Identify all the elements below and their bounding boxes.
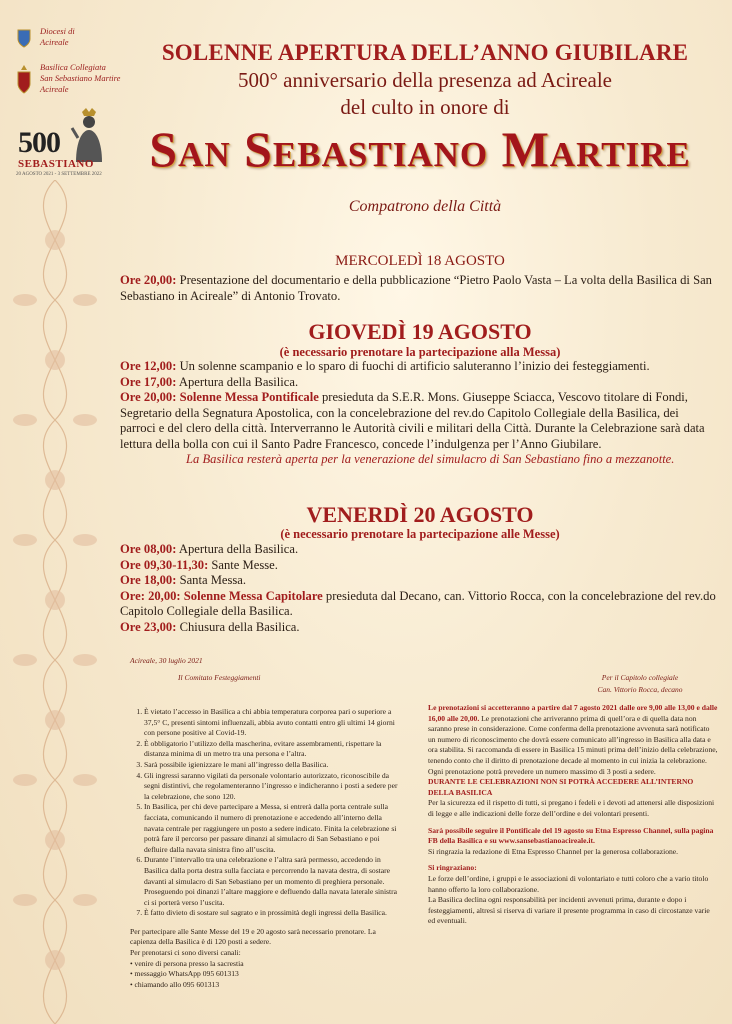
diocese-crest-icon: [16, 28, 32, 48]
chapter-signature-name: Can. Vittorio Rocca, decano: [597, 685, 683, 694]
basilica-crest-icon: [16, 64, 32, 94]
program-line: [120, 542, 716, 558]
program-time: Ore 23,00:: [120, 619, 177, 634]
program-line: [120, 573, 716, 589]
day-booking-note: (è necessario prenotare la partecipazione alla Messa): [279, 345, 561, 359]
basilica-line3: Acireale: [40, 84, 69, 94]
program-line: [120, 375, 716, 391]
jubilee-name: SEBASTIANO: [18, 158, 94, 170]
title-line1: SOLENNE APERTURA DELL’ANNO GIUBILARE: [161, 40, 689, 65]
program-text: Un solenne scampanio e lo sparo di fuochi di artificio saluteranno l’inizio dei festeggiamenti.: [176, 359, 650, 373]
diocesi-logo: [16, 26, 126, 48]
booking-rules: [428, 703, 718, 777]
program-text: Sante Messe.: [208, 557, 278, 572]
program-text: Chiusura della Basilica.: [176, 619, 300, 634]
committee-signature: Il Comitato Festeggiamenti: [178, 673, 261, 682]
streaming-thanks: Si ringrazia la redazione di Etna Espresso Channel per la generosa collaborazione.: [428, 846, 679, 856]
rule-item: 6. Durante l’intervallo tra una celebrazione e l’altra sarà permesso, accedendo in Basilica dalla porta destra sulla facciata e percorrendo la navata destra, di sostare davanti al simulacro di San Sebastiano per un momento di preghiera personale. Proseguendo poi dinanzi l’altare maggiore e defluendo dalla navata laterale sinistra ci si porterà verso l’uscita.: [144, 855, 400, 908]
program-time: Ore 20,00:: [120, 273, 177, 287]
booking-channel: • chiamando allo 095 601313: [130, 979, 220, 989]
program-text: Apertura della Basilica.: [176, 374, 299, 389]
booking-hours: Le prenotazioni si accetteranno a partire dal 7 agosto 2021 dalle ore 9,00 alle 13,00 e dalle 16,00 alle 20,00.: [428, 703, 718, 723]
day-heading: VENERDÌ 20 AGOSTO: [306, 502, 534, 527]
program-time: Ore 09,30-11,30:: [120, 557, 209, 572]
program-line: [120, 620, 716, 636]
thanks-text: Le forze dell’ordine, i gruppi e le associazioni di volontariato e tutti coloro che a vario titolo hanno offerto la loro collaborazione.: [428, 873, 709, 894]
booking-details: [428, 703, 718, 927]
jubilee-logo: [14, 108, 126, 180]
rule-item: 7. È fatto divieto di sostare sul sagrato e in prossimità degli ingressi della Basilica.: [144, 908, 400, 919]
booking-channel: • venire di persona presso la sacrestia: [130, 958, 244, 968]
program-time: Ore: 20,00:: [120, 588, 181, 603]
streaming-info: Sarà possibile seguire il Pontificale del 19 agosto su Etna Espresso Channel, sulla pagina FB della Basilica e su www.sansebastianoacireale.it.: [428, 825, 714, 846]
program-time: Ore 12,00:: [120, 359, 177, 373]
jubilee-dates: 20 AGOSTO 2021 - 3 SETTEMBRE 2022: [16, 172, 102, 177]
rule-item: 1. È vietato l’accesso in Basilica a chi abbia temperatura corporea pari o superiore a 37,5° C, presenti sintomi influenzali, abbia avuto contatti entro gli ultimi 14 giorni con persone positive al Covid-19.: [144, 707, 400, 739]
covid-rules: [130, 707, 400, 990]
basilica-logo: [16, 62, 136, 95]
day-booking-note: (è necessario prenotare la partecipazione alle Messe): [280, 527, 560, 541]
program-line: [120, 589, 716, 620]
program-time: Ore 20,00:: [120, 390, 177, 404]
program-line: [120, 359, 716, 375]
title-line3: del culto in onore di: [340, 95, 510, 119]
diocesi-line2: Acireale: [40, 37, 69, 47]
booking-info: Per partecipare alle Sante Messe del 19 e 20 agosto sarà necessario prenotare. La capienza della Basilica è di 120 posti a sedere.: [130, 926, 376, 947]
rule-item: 4. Gli ingressi saranno vigilati da personale volontario autorizzato, riconoscibile da segni distintivi, che regolamenteranno l’ingresso e indicheranno i posti a sedere per la celebrazione, che sono 120.: [144, 771, 400, 803]
title-line2: 500° anniversario della presenza ad Acireale: [238, 68, 612, 92]
safety-note: Per la sicurezza ed il rispetto di tutti, si pregano i fedeli e i devoti ad attenersi alle disposizioni di legge e alle indicazioni delle forze dell’ordine e dei volontari presenti.: [428, 798, 715, 818]
program-text: Apertura della Basilica.: [176, 542, 299, 556]
saint-figure-icon: [64, 108, 114, 162]
booking-channels-title: Per prenotarsi ci sono diversi canali:: [130, 948, 241, 958]
program-line: [120, 558, 716, 574]
disclaimer: La Basilica declina ogni responsabilità per incidenti avvenuti prima, durante e dopo i festeggiamenti, altresì si riserva di variare il presente programma in caso di circostanze varie ed eventuali.: [428, 895, 710, 926]
program-text: presieduta dal Decano, can. Vittorio Rocca, con la concelebrazione del rev.do Capitolo Collegiale della Basilica.: [120, 588, 716, 618]
day-program: [120, 542, 716, 635]
day-heading: GIOVEDÌ 19 AGOSTO: [308, 319, 532, 344]
program-text: Presentazione del documentario e della pubblicazione “Pietro Paolo Vasta – La volta della Basilica di San Sebastiano in Acireale” di Antonio Trovato.: [120, 273, 712, 303]
booking-rules-text: Le prenotazioni che arriveranno prima di quell’ora e di quella data non saranno prese in considerazione. Come conferma della prenotazione avvenuta sarà notificato un numero di riconoscimento che dovrà essere comunicato all’ingresso in Basilica alla data e ora stabilita. Si raccomanda di essere in Basilica 15 minuti prima dell’inizio della celebrazione, tenendo conto che il diritto di prenotazione decade al momento in cui inizia la celebrazione. Ogni prenotazione potrà prevedere un numero massimo di 3 posti a sedere.: [428, 713, 718, 776]
day-program: [120, 359, 716, 468]
program-time: Ore 08,00:: [120, 542, 177, 556]
thanks-title: Si ringraziano:: [428, 863, 477, 873]
main-title: San Sebastiano Martire: [149, 121, 691, 177]
program-line: [120, 390, 716, 452]
day-closing-note: La Basilica resterà aperta per la venerazione del simulacro di San Sebastiano fino a mezzanotte.: [186, 452, 675, 466]
subtitle: Compatrono della Città: [348, 198, 502, 215]
program-text: Santa Messa.: [176, 573, 247, 587]
place-date: Acireale, 30 luglio 2021: [130, 656, 203, 665]
access-warning: DURANTE LE CELEBRAZIONI NON SI POTRÀ ACCEDERE ALL’INTERNO DELLA BASILICA: [428, 777, 694, 797]
program-text: presieduta da S.E.R. Mons. Giuseppe Sciacca, Vescovo titolare di Fondi, Segretario della Segnatura Apostolica, con la concelebrazione del rev.do Capitolo Collegiale della Basilica, dei parroci e del clero della città. Interverranno le Autorità civili e militari della Città. Durante la Celebrazione sarà data lettura della bolla con cui il Santo Padre Francesco, concede l’indulgenza per l’Anno Giubilare.: [120, 390, 705, 451]
day-heading: MERCOLEDÌ 18 AGOSTO: [335, 253, 505, 269]
diocesi-line1: Diocesi di: [40, 26, 75, 36]
program-highlight: Solenne Messa Capitolare: [180, 588, 323, 603]
rule-item: 5. In Basilica, per chi deve partecipare a Messa, si entrerà dalla porta centrale sulla facciata, comunicando il numero di prenotazione e accedendo all’interno della navata centrale per raggiungere un posto a sedere indicato. Finita la celebrazione si potrà fare il percorso per passare dinanzi al simulacro di San Sebastiano e poi defluire dalla navata sinistra fino all’uscita.: [144, 802, 400, 855]
program-time: Ore 18,00:: [120, 573, 177, 587]
rule-item: 3. Sarà possibile igienizzare le mani all’ingresso della Basilica.: [144, 760, 400, 771]
basilica-line2: San Sebastiano Martire: [40, 73, 121, 83]
chapter-signature: Per il Capitolo collegiale: [601, 673, 679, 682]
basilica-line1: Basilica Collegiata: [40, 62, 106, 72]
booking-channel: • messaggio WhatsApp 095 601313: [130, 969, 239, 979]
program-line: [120, 273, 716, 304]
program-time: Ore 17,00:: [120, 374, 177, 389]
rule-item: 2. È obbligatorio l’utilizzo della mascherina, evitare assembramenti, rispettare la distanza minima di un metro tra una persona e l’altra.: [144, 739, 400, 760]
program-highlight: Solenne Messa Pontificale: [176, 390, 319, 404]
day-program: [120, 273, 716, 304]
floral-ornament: [0, 180, 110, 1024]
jubilee-number: 500: [18, 126, 60, 159]
